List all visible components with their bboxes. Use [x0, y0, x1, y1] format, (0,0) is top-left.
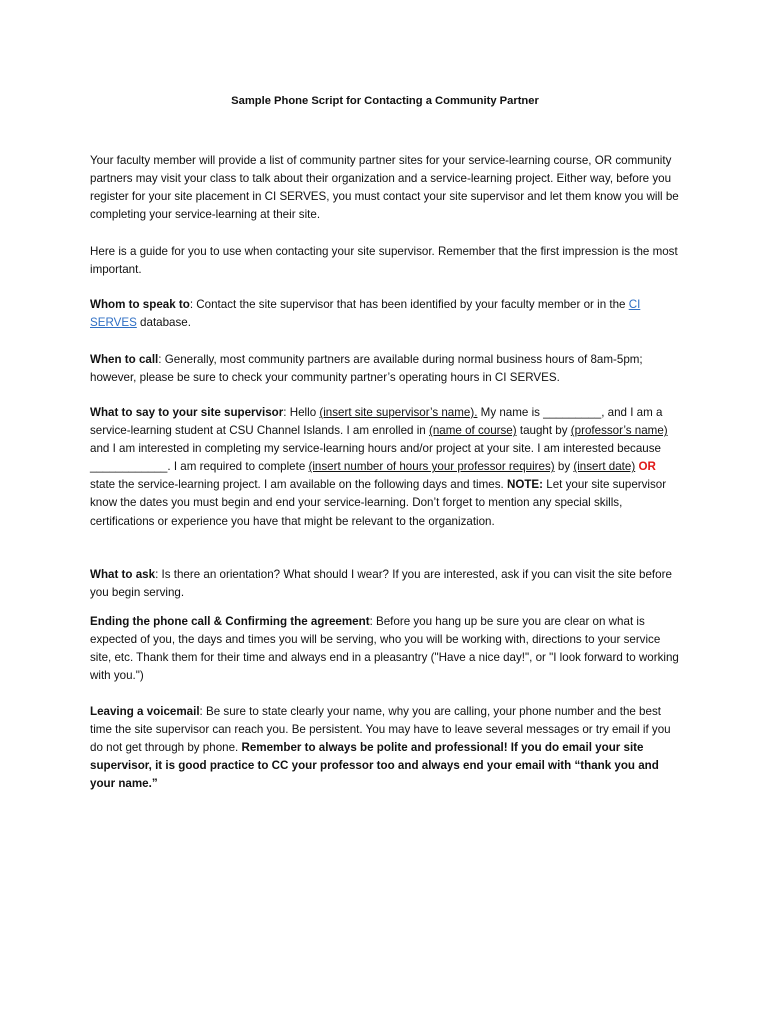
when-to-call-paragraph: [90, 351, 680, 387]
what-say-text: Let your site supervisor know the dates you must begin and end your service-learning. Don’t forget to mention any special skills, certifications or experience you have that might be relevant to the organization.: [90, 478, 667, 528]
when-heading: When to call: [90, 353, 159, 366]
voicemail-heading: Leaving a voicemail: [90, 705, 200, 718]
ending-text: : Before you hang up be sure you are clear on what is expected of you, the days and times you will be serving, who you will be working with, directions to your service site, etc. Thank them for their time and always end in a pleasantry ("Have a nice day!", or "I look forward to working with you."): [90, 615, 679, 683]
what-say-text: by: [554, 460, 574, 474]
whom-text-end: database.: [136, 316, 191, 330]
what-say-text: : Hello: [283, 406, 320, 419]
what-say-text: state the service-learning project. I am available on the following days and times.: [90, 478, 507, 492]
voicemail-paragraph: [90, 703, 680, 793]
when-text: : Generally, most community partners are available during normal business hours of 8am-5pm; however, please be sure to check your community partner’s operating hours in CI SERVES.: [90, 353, 643, 385]
intro-paragraph: Your faculty member will provide a list of community partner sites for your service-learning course, OR community partners may visit your class to talk about their organization and a service-learning project. Either way, before you register for your site placement in CI SERVES, you must contact your site supervisor and let them know you will be completing your service-learning at their site.: [90, 154, 679, 222]
what-ask-heading: What to ask: [90, 568, 156, 581]
placeholder-professor-name: (professor’s name): [570, 424, 668, 438]
document-title: Sample Phone Script for Contacting a Community Partner: [231, 95, 539, 107]
ending-heading: Ending the phone call & Confirming the agreement: [90, 615, 370, 628]
what-to-ask-paragraph: [90, 566, 680, 602]
ending-call-paragraph: [90, 613, 680, 685]
voicemail-text: : Be sure to state clearly your name, why you are calling, your phone number and the best time the site supervisor can reach you. Be persistent. You may have to leave several messages or try email if you do not get through by phone.: [90, 705, 671, 755]
whom-heading: Whom to speak to: [90, 298, 190, 311]
ci-serves-link[interactable]: CI SERVES: [90, 298, 641, 330]
what-say-text: and I am interested in completing my service-learning hours and/or project at your site. I am interested because ____________. I am required to complete: [90, 442, 661, 474]
what-ask-text: : Is there an orientation? What should I wear? If you are interested, ask if you can visit the site before you begin serving.: [90, 568, 672, 600]
guide-paragraph: Here is a guide for you to use when contacting your site supervisor. Remember that the first impression is the most important.: [90, 245, 678, 277]
whom-text: : Contact the site supervisor that has been identified by your faculty member or in the: [189, 298, 629, 311]
placeholder-course-name: (name of course): [428, 424, 517, 438]
whom-to-speak-paragraph: [90, 296, 680, 332]
what-say-text: taught by: [516, 424, 571, 438]
what-say-text: My name is _________, and I am a service-learning student at CSU Channel Islands. I am enrolled in: [90, 406, 663, 438]
what-say-heading: What to say to your site supervisor: [90, 406, 284, 419]
placeholder-hours: (insert number of hours your professor requires): [308, 460, 555, 474]
or-emphasis: OR: [638, 460, 656, 474]
placeholder-date: (insert date): [573, 460, 636, 474]
what-to-say-paragraph: [90, 404, 680, 531]
voicemail-bold-text: Remember to always be polite and professional! If you do email your site supervisor, it is good practice to CC your professor too and always end your email with “thank you and your name.”: [90, 741, 659, 791]
placeholder-supervisor-name: (insert site supervisor’s name).: [319, 406, 478, 419]
note-label: NOTE:: [506, 478, 544, 492]
